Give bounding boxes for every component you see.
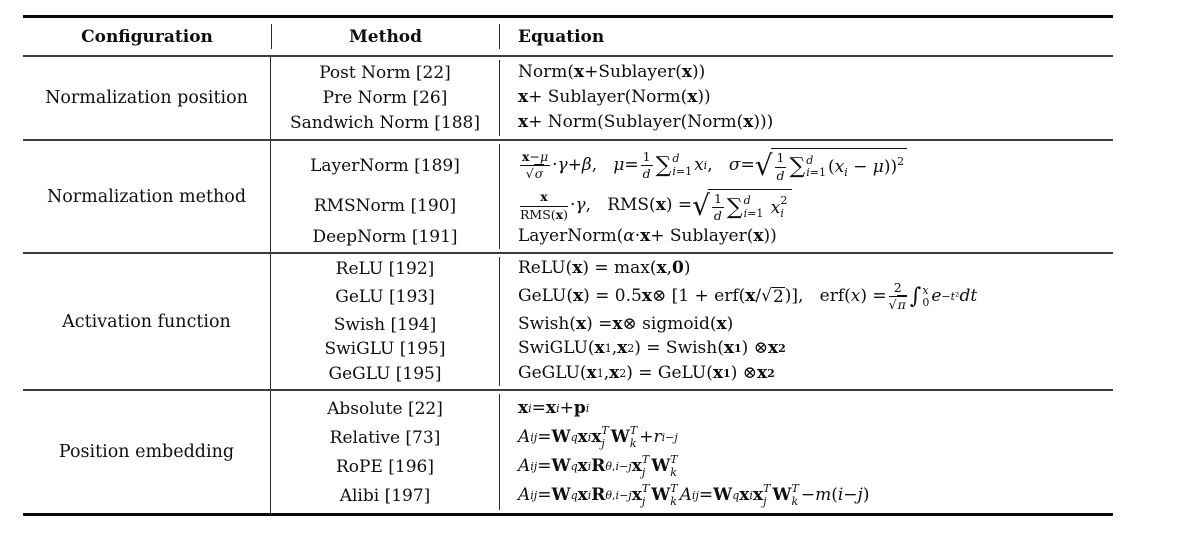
table-row	[271, 111, 1113, 136]
table-row	[271, 85, 1113, 110]
table-row	[271, 279, 1113, 313]
group-rows	[271, 391, 1113, 513]
table-row	[271, 481, 1113, 510]
equation-cell: A ij = W q x i R θ,i−j x T j W T k A ij = W q x i x T j W T k − m ( i − j )	[518, 482, 870, 508]
equation-cell: x RMS(x) · γ , RMS( x ) = √ $\frac{1}{d}$ ∑ d i=1 x 2 i	[500, 188, 1113, 226]
config-label-activation-function: Activation function	[23, 254, 271, 389]
table-row	[271, 394, 1113, 423]
method-cell: Swish [194]	[271, 312, 500, 337]
equation-cell: Swish( x ) = x ⊗ sigmoid( x )	[518, 313, 734, 334]
equation-cell: Norm( x +Sublayer( x ))	[518, 61, 706, 82]
table-row	[271, 144, 1113, 188]
method-cell: Relative [73]	[271, 423, 500, 452]
equation-cell: LayerNorm( α · x + Sublayer( x ))	[518, 226, 777, 247]
table-row	[271, 452, 1113, 481]
table-header-row	[23, 18, 1113, 55]
equation-cell: x + Norm(Sublayer(Norm( x )))	[518, 112, 774, 133]
method-cell: RoPE [196]	[271, 452, 500, 481]
group-normalization-position	[23, 55, 1113, 139]
config-label-position-embedding: Position embedding	[23, 391, 271, 513]
table-row	[271, 423, 1113, 452]
equation-cell: A ij = W q x i R θ,i−j x T j W T k	[518, 453, 678, 479]
config-label-normalization-position: Normalization position	[23, 57, 271, 139]
method-cell: Sandwich Norm [188]	[271, 111, 500, 136]
architecture-config-table	[23, 15, 1113, 516]
group-activation-function	[23, 252, 1113, 389]
equation-cell: A ij = W q x i x T j W T k + r i−j	[518, 424, 678, 450]
header-configuration: Configuration	[81, 26, 213, 47]
equation-cell: GeLU( x ) = 0.5 x ⊗ [1 + erf( x /√ 2 )], erf( x ) = 2 √π ∫ x 0 e −t² dt	[518, 279, 978, 313]
method-cell: Alibi [197]	[271, 481, 500, 510]
equation-cell: x−μ √σ · γ + β , μ = 1 d ∑ d i=1 x i , σ = √ $\frac{1}{d}$ ∑ d i=1 $(x_i - \mu))^2$	[500, 144, 1113, 188]
method-cell: ReLU [192]	[271, 257, 500, 282]
config-label-normalization-method: Normalization method	[23, 141, 271, 252]
table-row	[271, 225, 1113, 249]
header-method: Method	[271, 24, 500, 49]
table-row	[271, 312, 1113, 337]
table-row	[271, 361, 1113, 386]
method-cell: Absolute [22]	[271, 394, 500, 423]
method-cell: GeLU [193]	[271, 282, 500, 313]
group-normalization-method	[23, 139, 1113, 252]
method-cell: DeepNorm [191]	[271, 225, 500, 249]
method-cell: SwiGLU [195]	[271, 337, 500, 362]
table-row	[271, 257, 1113, 282]
table-row	[271, 60, 1113, 85]
equation-cell: SwiGLU( x 1 , x 2 ) = Swish( x 1 ) ⊗ x 2	[518, 338, 786, 359]
equation-cell: ReLU( x ) = max( x , 0 )	[518, 258, 691, 279]
table-row	[271, 337, 1113, 362]
group-rows	[271, 57, 1113, 139]
equation-cell: GeGLU( x 1 , x 2 ) = GeLU( x 1 ) ⊗ x 2	[518, 362, 775, 383]
method-cell: GeGLU [195]	[271, 361, 500, 386]
group-position-embedding	[23, 389, 1113, 513]
equation-cell: x + Sublayer(Norm( x ))	[518, 87, 711, 108]
equation-cell: x i = x i + p i	[518, 397, 590, 418]
table-row	[271, 188, 1113, 226]
group-rows	[271, 141, 1113, 252]
method-cell: Post Norm [22]	[271, 60, 500, 85]
header-equation: Equation	[518, 26, 605, 47]
method-cell: Pre Norm [26]	[271, 85, 500, 110]
method-cell: RMSNorm [190]	[271, 188, 500, 226]
group-rows	[271, 254, 1113, 389]
method-cell: LayerNorm [189]	[271, 144, 500, 188]
